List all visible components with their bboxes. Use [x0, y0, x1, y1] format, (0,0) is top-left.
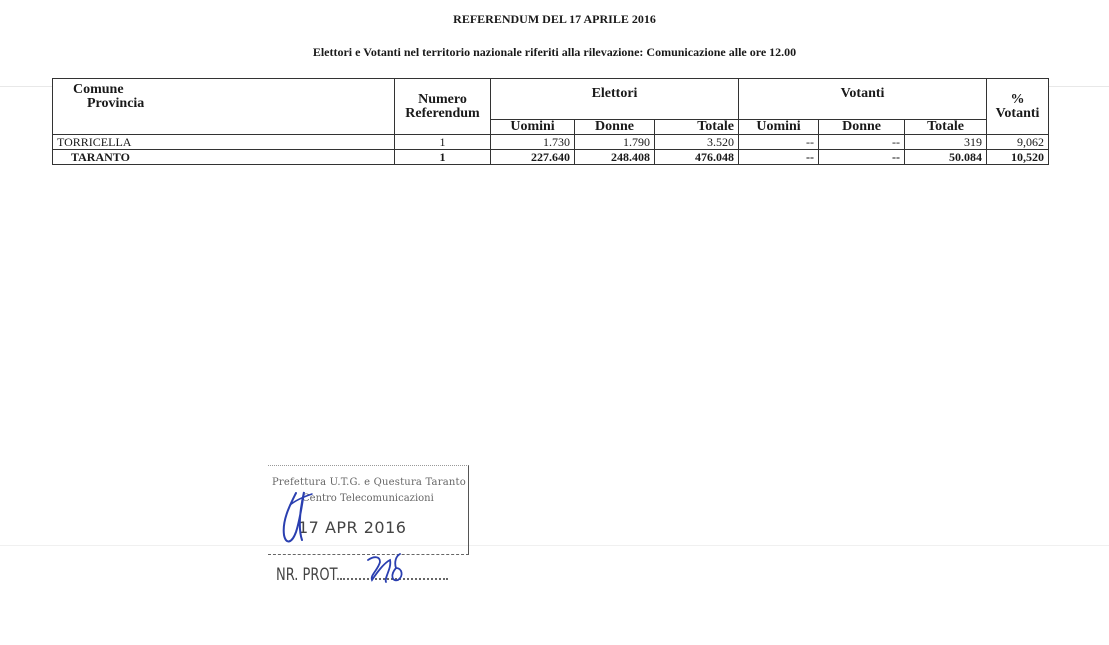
document-title: REFERENDUM DEL 17 APRILE 2016 [453, 12, 656, 26]
row-votanti-donne: -- [819, 150, 905, 165]
row-votanti-totale: 319 [905, 135, 987, 150]
row-elettori-donne: 248.408 [575, 150, 655, 165]
header-votanti-uomini: Uomini [739, 120, 819, 135]
header-referendum: Referendum [405, 105, 480, 121]
header-votanti-totale: Totale [905, 120, 987, 135]
header-elettori-totale: Totale [655, 120, 739, 135]
row-numero: 1 [395, 135, 491, 150]
header-numero: Numero [418, 91, 467, 107]
stamp-department: Centro Telecomunicazioni [302, 493, 434, 504]
stamp-date: 17 APR 2016 [298, 518, 407, 537]
row-elettori-donne: 1.790 [575, 135, 655, 150]
header-row-1 [53, 79, 1049, 120]
row-percentuale: 9,062 [987, 135, 1049, 150]
row-elettori-totale: 476.048 [655, 150, 739, 165]
header-elettori: Elettori [491, 79, 739, 120]
row-elettori-uomini: 227.640 [491, 150, 575, 165]
row-votanti-uomini: -- [739, 150, 819, 165]
results-table [52, 78, 1049, 165]
row-votanti-uomini: -- [739, 135, 819, 150]
header-elettori-donne: Donne [575, 120, 655, 135]
stamp-office: Prefettura U.T.G. e Questura Taranto [272, 477, 466, 488]
row-votanti-totale: 50.084 [905, 150, 987, 165]
header-numero-referendum [395, 79, 491, 135]
header-percentuale [987, 79, 1049, 135]
row-percentuale: 10,520 [987, 150, 1049, 165]
row-provincia: TARANTO [53, 150, 395, 165]
scan-line [0, 86, 52, 87]
row-numero: 1 [395, 150, 491, 165]
header-perc-label: Votanti [995, 105, 1040, 121]
header-elettori-uomini: Uomini [491, 120, 575, 135]
row-comune: TORRICELLA [53, 135, 395, 150]
table-row [53, 150, 1049, 165]
row-elettori-totale: 3.520 [655, 135, 739, 150]
protocol-stamp [268, 460, 473, 555]
protocol-number-label: NR. PROT. [276, 565, 340, 585]
header-votanti-donne: Donne [819, 120, 905, 135]
scan-line [0, 545, 1109, 546]
row-elettori-uomini: 1.730 [491, 135, 575, 150]
header-perc-symbol: % [1010, 91, 1025, 107]
header-provincia: Provincia [87, 96, 145, 111]
table-row [53, 135, 1049, 150]
scan-line [1048, 86, 1109, 87]
header-comune-provincia [53, 79, 395, 135]
header-votanti: Votanti [739, 79, 987, 120]
protocol-dotted-line [340, 578, 448, 580]
document-subtitle: Elettori e Votanti nel territorio nazionale riferiti alla rilevazione: Comunicazione alle ore 12.00 [312, 45, 797, 59]
header-comune: Comune [73, 82, 124, 97]
row-votanti-donne: -- [819, 135, 905, 150]
